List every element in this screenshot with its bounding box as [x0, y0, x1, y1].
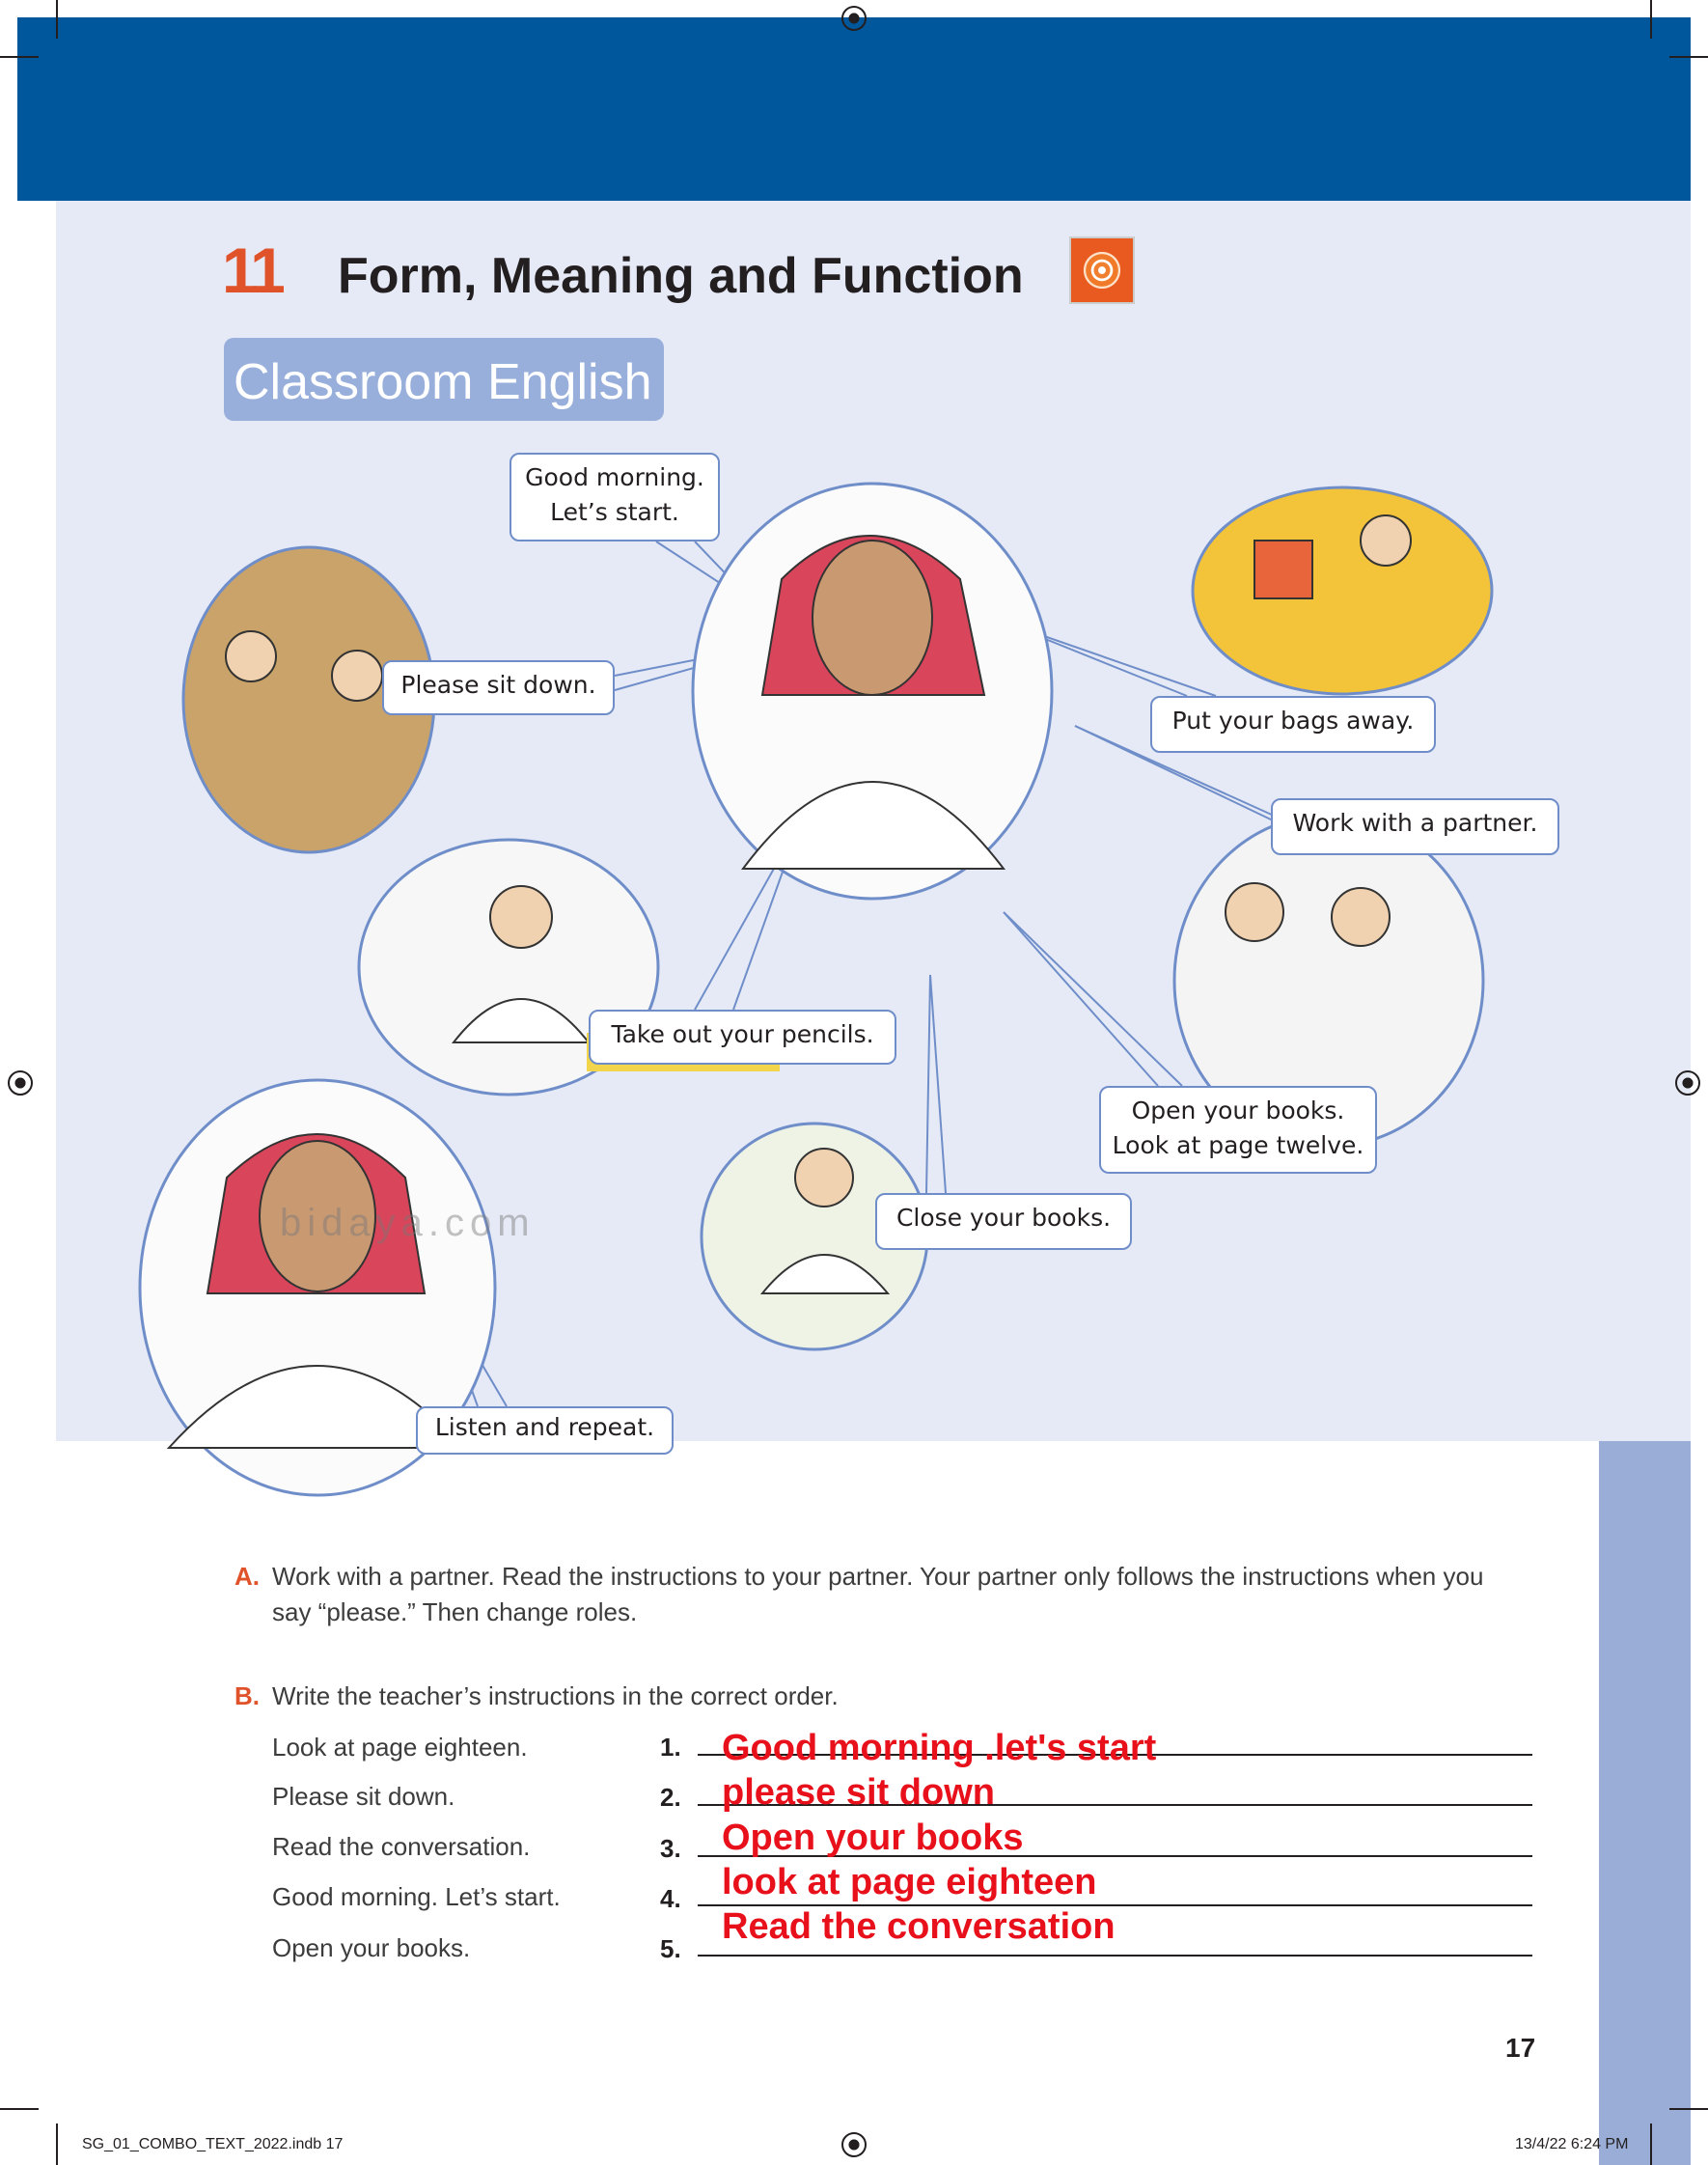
exercise-b-prompt: Write the teacher’s instructions in the correct order. — [272, 1681, 839, 1710]
bubble-text: Close your books. — [895, 1204, 1112, 1232]
registration-mark-icon — [841, 2132, 867, 2157]
bubble-sit-down — [382, 660, 615, 715]
registration-mark-icon — [1675, 1070, 1700, 1096]
answer-number: 4. — [660, 1884, 681, 1913]
bubble-open-books — [1099, 1086, 1377, 1174]
page-title: Form, Meaning and Function — [338, 248, 1024, 304]
exercise-a-text-line2: say “please.” Then change roles. — [272, 1597, 638, 1626]
answer-field[interactable]: Open your books — [722, 1818, 1024, 1858]
answer-number: 1. — [660, 1733, 681, 1762]
section-label-text: Classroom English — [234, 354, 652, 410]
bubble-text: Good morning. — [525, 463, 704, 491]
answer-number: 5. — [660, 1934, 681, 1963]
bubble-good-morning — [510, 453, 720, 541]
watermark: bidaya.com — [280, 1202, 536, 1244]
registration-mark-icon — [8, 1070, 33, 1096]
instruction-item: Good morning. Let’s start. — [272, 1882, 561, 1911]
exercise-b-letter: B. — [234, 1681, 260, 1710]
bubble-pencils — [589, 1010, 896, 1065]
footer-file: SG_01_COMBO_TEXT_2022.indb 17 — [82, 2136, 344, 2152]
bubble-text: Listen and repeat. — [434, 1413, 655, 1441]
answer-field[interactable]: Good morning .let's start — [722, 1728, 1157, 1768]
bubble-text: Open your books. — [1131, 1096, 1345, 1124]
registration-mark-icon — [841, 6, 867, 31]
instruction-item: Look at page eighteen. — [272, 1733, 528, 1762]
bubble-text: Please sit down. — [400, 671, 596, 699]
answer-line — [698, 1955, 1532, 1957]
bubble-listen-repeat — [416, 1406, 674, 1455]
answer-field[interactable]: Read the conversation — [722, 1906, 1116, 1947]
bubble-bags-away — [1150, 696, 1436, 753]
exercise-a-text-line1: Work with a partner. Read the instructions to your partner. Your partner only follows the instructions when you — [272, 1562, 1484, 1591]
exercise-a-letter: A. — [234, 1562, 260, 1591]
bubble-text: Put your bags away. — [1171, 707, 1415, 735]
footer-timestamp: 13/4/22 6:24 PM — [1515, 2136, 1629, 2152]
answer-number: 2. — [660, 1783, 681, 1812]
bags-scene-circle — [1193, 487, 1492, 694]
unit-number: 11 — [222, 235, 282, 306]
instruction-item: Read the conversation. — [272, 1832, 531, 1861]
answer-field[interactable]: look at page eighteen — [722, 1862, 1097, 1902]
bubble-work-partner — [1271, 798, 1559, 855]
answer-number: 3. — [660, 1834, 681, 1863]
bubble-text: Work with a partner. — [1292, 809, 1538, 837]
answer-field[interactable]: please sit down — [722, 1772, 995, 1813]
bubble-text: Take out your pencils. — [611, 1020, 874, 1048]
page-number: 17 — [1505, 2033, 1536, 2063]
bubble-text: Let’s start. — [550, 498, 679, 526]
bubble-close-books — [875, 1193, 1132, 1250]
bubble-text: Look at page twelve. — [1112, 1131, 1364, 1159]
instruction-item: Please sit down. — [272, 1782, 455, 1811]
instruction-item: Open your books. — [272, 1933, 471, 1962]
